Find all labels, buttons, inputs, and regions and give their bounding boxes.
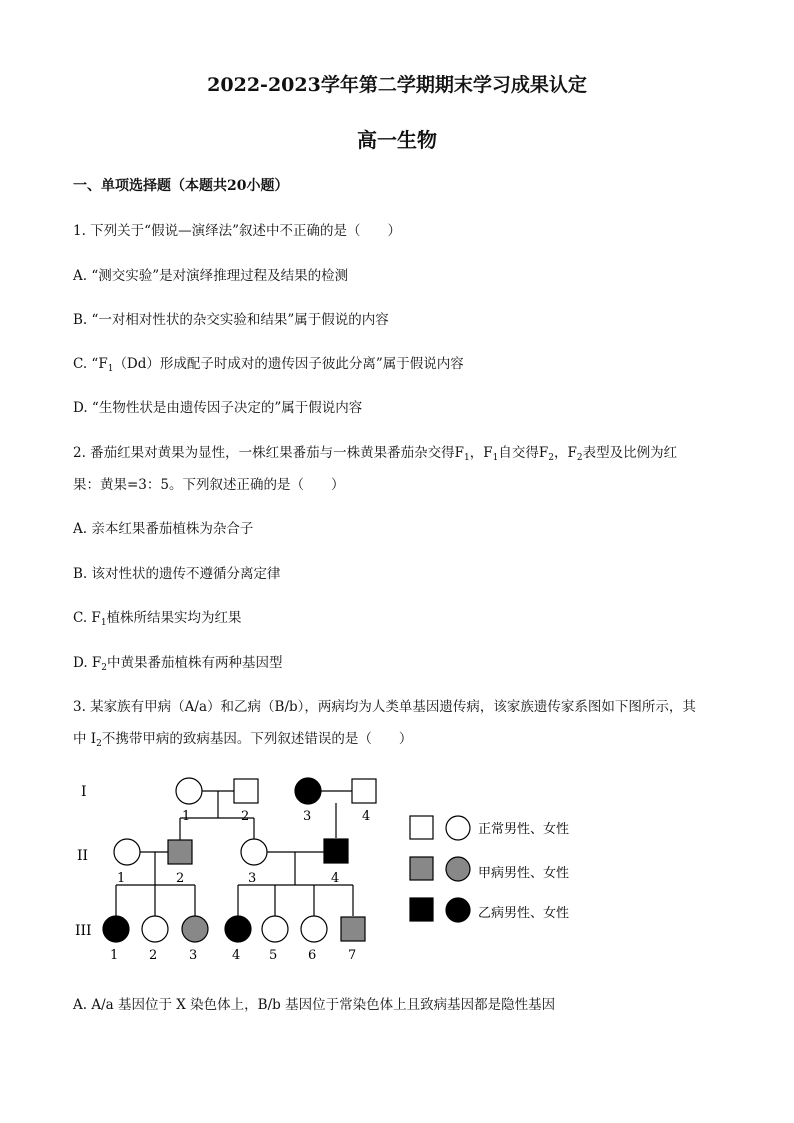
individual-number: 3 — [303, 809, 312, 824]
text: 中 I — [73, 731, 97, 747]
text: ，F — [554, 445, 577, 461]
document-subtitle: 高一生物 — [357, 128, 437, 152]
individual-number: 1 — [182, 809, 191, 824]
q2-option-d — [73, 653, 723, 673]
text: 不携带甲病的致病基因。下列叙述错误的是（ ） — [101, 731, 413, 747]
generation-label: I — [81, 784, 87, 800]
legend-label-yi: 乙病男性、女性 — [478, 906, 570, 921]
q2-stem-line2: 果：黄果=3：5。下列叙述正确的是（ ） — [73, 477, 345, 493]
subscript: 1 — [464, 453, 470, 463]
subscript: 1 — [107, 364, 114, 374]
text: ，F — [469, 445, 493, 461]
legend-jia-male-symbol — [410, 857, 433, 880]
q2-option-a: A. 亲本红果番茄植株为杂合子 — [73, 521, 254, 537]
subscript: 2 — [576, 453, 583, 463]
individual-number: 6 — [308, 948, 317, 963]
q1-option-c-text: C. “F — [73, 356, 108, 372]
individual-II-1 — [114, 839, 140, 865]
q2-option-b: B. 该对性状的遗传不遵循分离定律 — [73, 566, 281, 582]
subscript: 2 — [548, 453, 554, 463]
legend-yi-female-symbol — [446, 898, 470, 922]
individual-II-4 — [324, 839, 348, 863]
individual-I-1 — [176, 778, 202, 804]
individual-number: 4 — [232, 948, 241, 963]
pedigree-chart — [0, 765, 794, 970]
legend-label-jia: 甲病男性、女性 — [478, 866, 570, 881]
q2-stem-line1 — [73, 443, 723, 463]
individual-III-3 — [182, 916, 208, 942]
subscript: 1 — [100, 618, 107, 628]
document-title: 2022-2023学年第二学期期末学习成果认定 — [207, 74, 587, 96]
individual-III-5 — [262, 916, 288, 942]
legend-normal-male-symbol — [410, 816, 433, 839]
subscript: 2 — [101, 663, 108, 673]
text: C. F — [73, 610, 101, 626]
individual-III-7 — [341, 917, 365, 941]
individual-II-3 — [241, 839, 267, 865]
individual-number: 2 — [149, 948, 158, 963]
pedigree-legend — [410, 816, 569, 922]
text: 中黄果番茄植株有两种基因型 — [107, 655, 283, 671]
subscript: 2 — [96, 739, 102, 749]
legend-label-normal: 正常男性、女性 — [478, 822, 570, 837]
individual-number: 7 — [348, 948, 357, 963]
individual-number: 4 — [362, 809, 371, 824]
individual-I-3 — [295, 778, 321, 804]
individual-number: 3 — [189, 948, 198, 963]
text: D. F — [73, 655, 102, 671]
individual-I-2 — [234, 779, 258, 803]
subscript: 1 — [492, 453, 499, 463]
individual-number: 5 — [269, 948, 278, 963]
generation-label: II — [77, 848, 89, 864]
individual-number: 2 — [176, 871, 185, 886]
individual-I-4 — [352, 779, 376, 803]
q3-stem-line1: 3. 某家族有甲病（A/a）和乙病（B/b），两病均为人类单基因遗传病，该家族遗传家系图如下图所示，其 — [73, 699, 696, 715]
q3-option-a: A. A/a 基因位于 X 染色体上，B/b 基因位于常染色体上且致病基因都是隐性基因 — [73, 997, 556, 1013]
individual-number: 1 — [117, 871, 126, 886]
q1-stem: 1. 下列关于“假说—演绎法”叙述中不正确的是（ ） — [73, 223, 401, 239]
text: 自交得F — [498, 445, 549, 461]
individual-III-2 — [142, 916, 168, 942]
legend-yi-male-symbol — [410, 898, 433, 921]
text: 2. 番茄红果对黄果为显性，一株红果番茄与一株黄果番茄杂交得F — [73, 445, 465, 461]
legend-jia-female-symbol — [446, 857, 470, 881]
q1-option-d: D. “生物性状是由遗传因子决定的”属于假说内容 — [73, 400, 363, 416]
text: 表型及比例为红 — [582, 445, 678, 461]
individual-number: 4 — [331, 871, 340, 886]
section-heading: 一、单项选择题（本题共20小题） — [73, 178, 289, 194]
generation-label: III — [75, 923, 92, 939]
q1-option-a: A. “测交实验”是对演绎推理过程及结果的检测 — [73, 268, 349, 284]
text: 植株所结果实均为红果 — [106, 610, 242, 626]
individual-number: 2 — [241, 809, 250, 824]
individual-III-1 — [103, 916, 129, 942]
individual-number: 1 — [110, 948, 119, 963]
q1-option-c — [73, 354, 723, 374]
q1-option-b: B. “一对相对性状的杂交实验和结果”属于假说的内容 — [73, 312, 389, 328]
legend-normal-female-symbol — [446, 816, 470, 840]
q3-stem-line2 — [73, 729, 723, 749]
q2-option-c — [73, 608, 723, 628]
individual-II-2 — [168, 840, 192, 864]
individual-number: 3 — [248, 871, 257, 886]
individual-III-6 — [301, 916, 327, 942]
individual-III-4 — [225, 916, 251, 942]
q1-option-c-text: （Dd）形成配子时成对的遗传因子彼此分离”属于假说内容 — [113, 356, 464, 372]
